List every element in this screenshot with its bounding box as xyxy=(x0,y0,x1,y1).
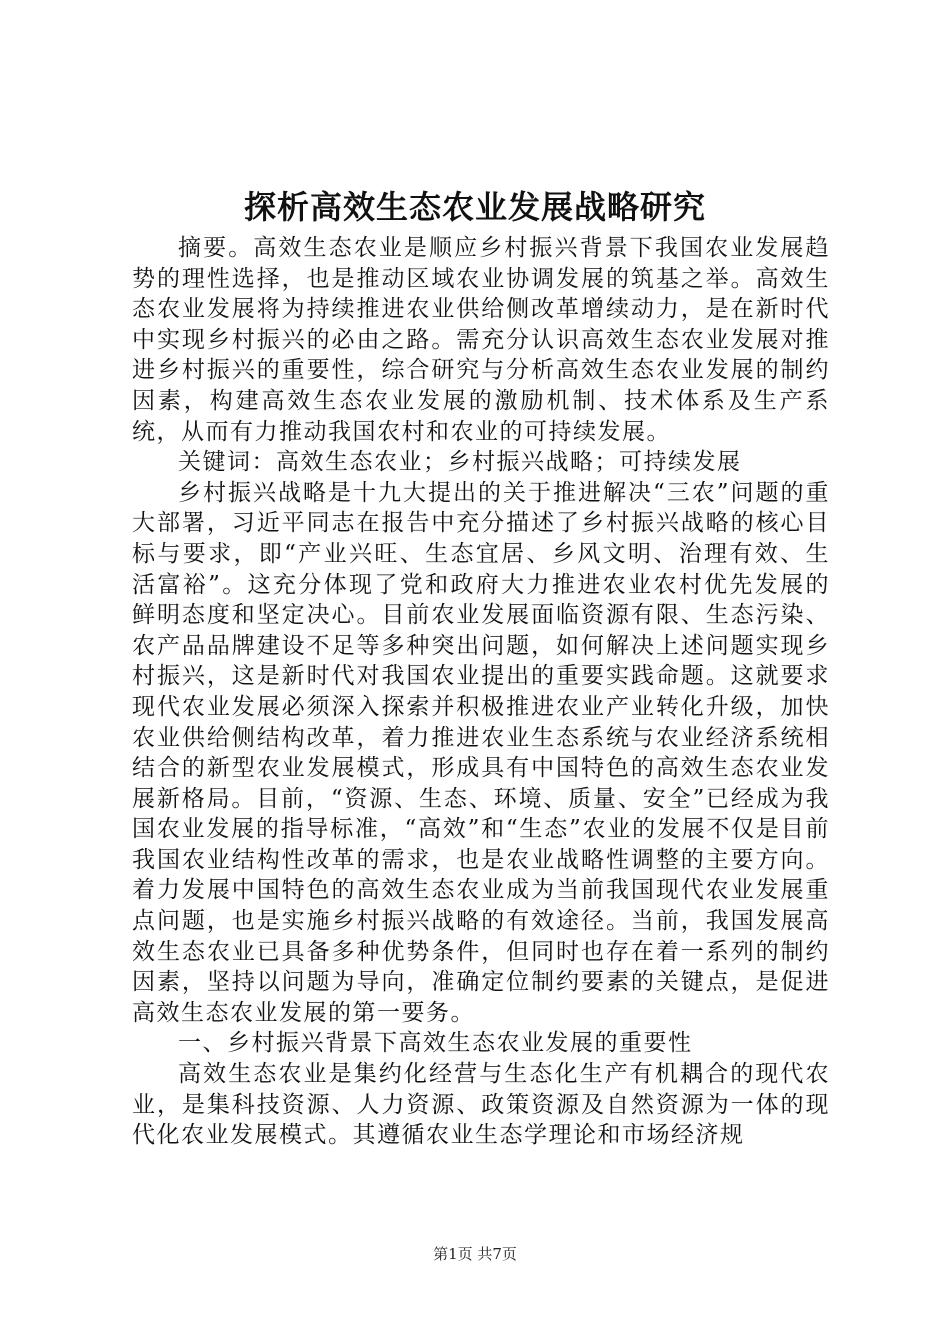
document-body xyxy=(132,233,830,1151)
intro-paragraph: 乡村振兴战略是十九大提出的关于推进解决“三农”问题的重大部署，习近平同志在报告中充分描述了乡村振兴战略的核心目标与要求，即“产业兴旺、生态宜居、乡风文明、治理有效、生活富裕”。这充分体现了党和政府大力推进农业农村优先发展的鲜明态度和坚定决心。目前农业发展面临资源有限、生态污染、农产品品牌建设不足等多种突出问题，如何解决上述问题实现乡村振兴，这是新时代对我国农业提出的重要实践命题。这就要求现代农业发展必须深入探索并积极推进农业产业转化升级，加快农业供给侧结构改革，着力推进农业生态系统与农业经济系统相结合的新型农业发展模式，形成具有中国特色的高效生态农业发展新格局。目前，“资源、生态、环境、质量、安全”已经成为我国农业发展的指导标准，“高效”和“生态”农业的发展不仅是目前我国农业结构性改革的需求，也是农业战略性调整的主要方向。着力发展中国特色的高效生态农业成为当前我国现代农业发展重点问题，也是实施乡村振兴战略的有效途径。当前，我国发展高效生态农业已具备多种优势条件，但同时也存在着一系列的制约因素，坚持以问题为导向，准确定位制约要素的关键点，是促进高效生态农业发展的第一要务。 xyxy=(132,479,830,1026)
abstract-paragraph: 摘要。高效生态农业是顺应乡村振兴背景下我国农业发展趋势的理性选择，也是推动区域农业协调发展的筑基之举。高效生态农业发展将为持续推进农业供给侧改革增续动力，是在新时代中实现乡村振兴的必由之路。需充分认识高效生态农业发展对推进乡村振兴的重要性，综合研究与分析高效生态农业发展的制约因素，构建高效生态农业发展的激励机制、技术体系及生产系统，从而有力推动我国农村和农业的可持续发展。 xyxy=(132,235,830,445)
keywords-paragraph: 关键词：高效生态农业；乡村振兴战略；可持续发展 xyxy=(178,449,742,476)
section-paragraph: 高效生态农业是集约化经营与生态化生产有机耦合的现代农业，是集科技资源、人力资源、政策资源及自然资源为一体的现代化农业发展模式。其遵循农业生态学理论和市场经济规 xyxy=(132,1061,830,1149)
page-footer: 第1页 共7页 xyxy=(433,1245,517,1263)
document-title: 探析高效生态农业发展战略研究 xyxy=(243,188,706,226)
section-heading: 一、乡村振兴背景下高效生态农业发展的重要性 xyxy=(178,1030,693,1057)
